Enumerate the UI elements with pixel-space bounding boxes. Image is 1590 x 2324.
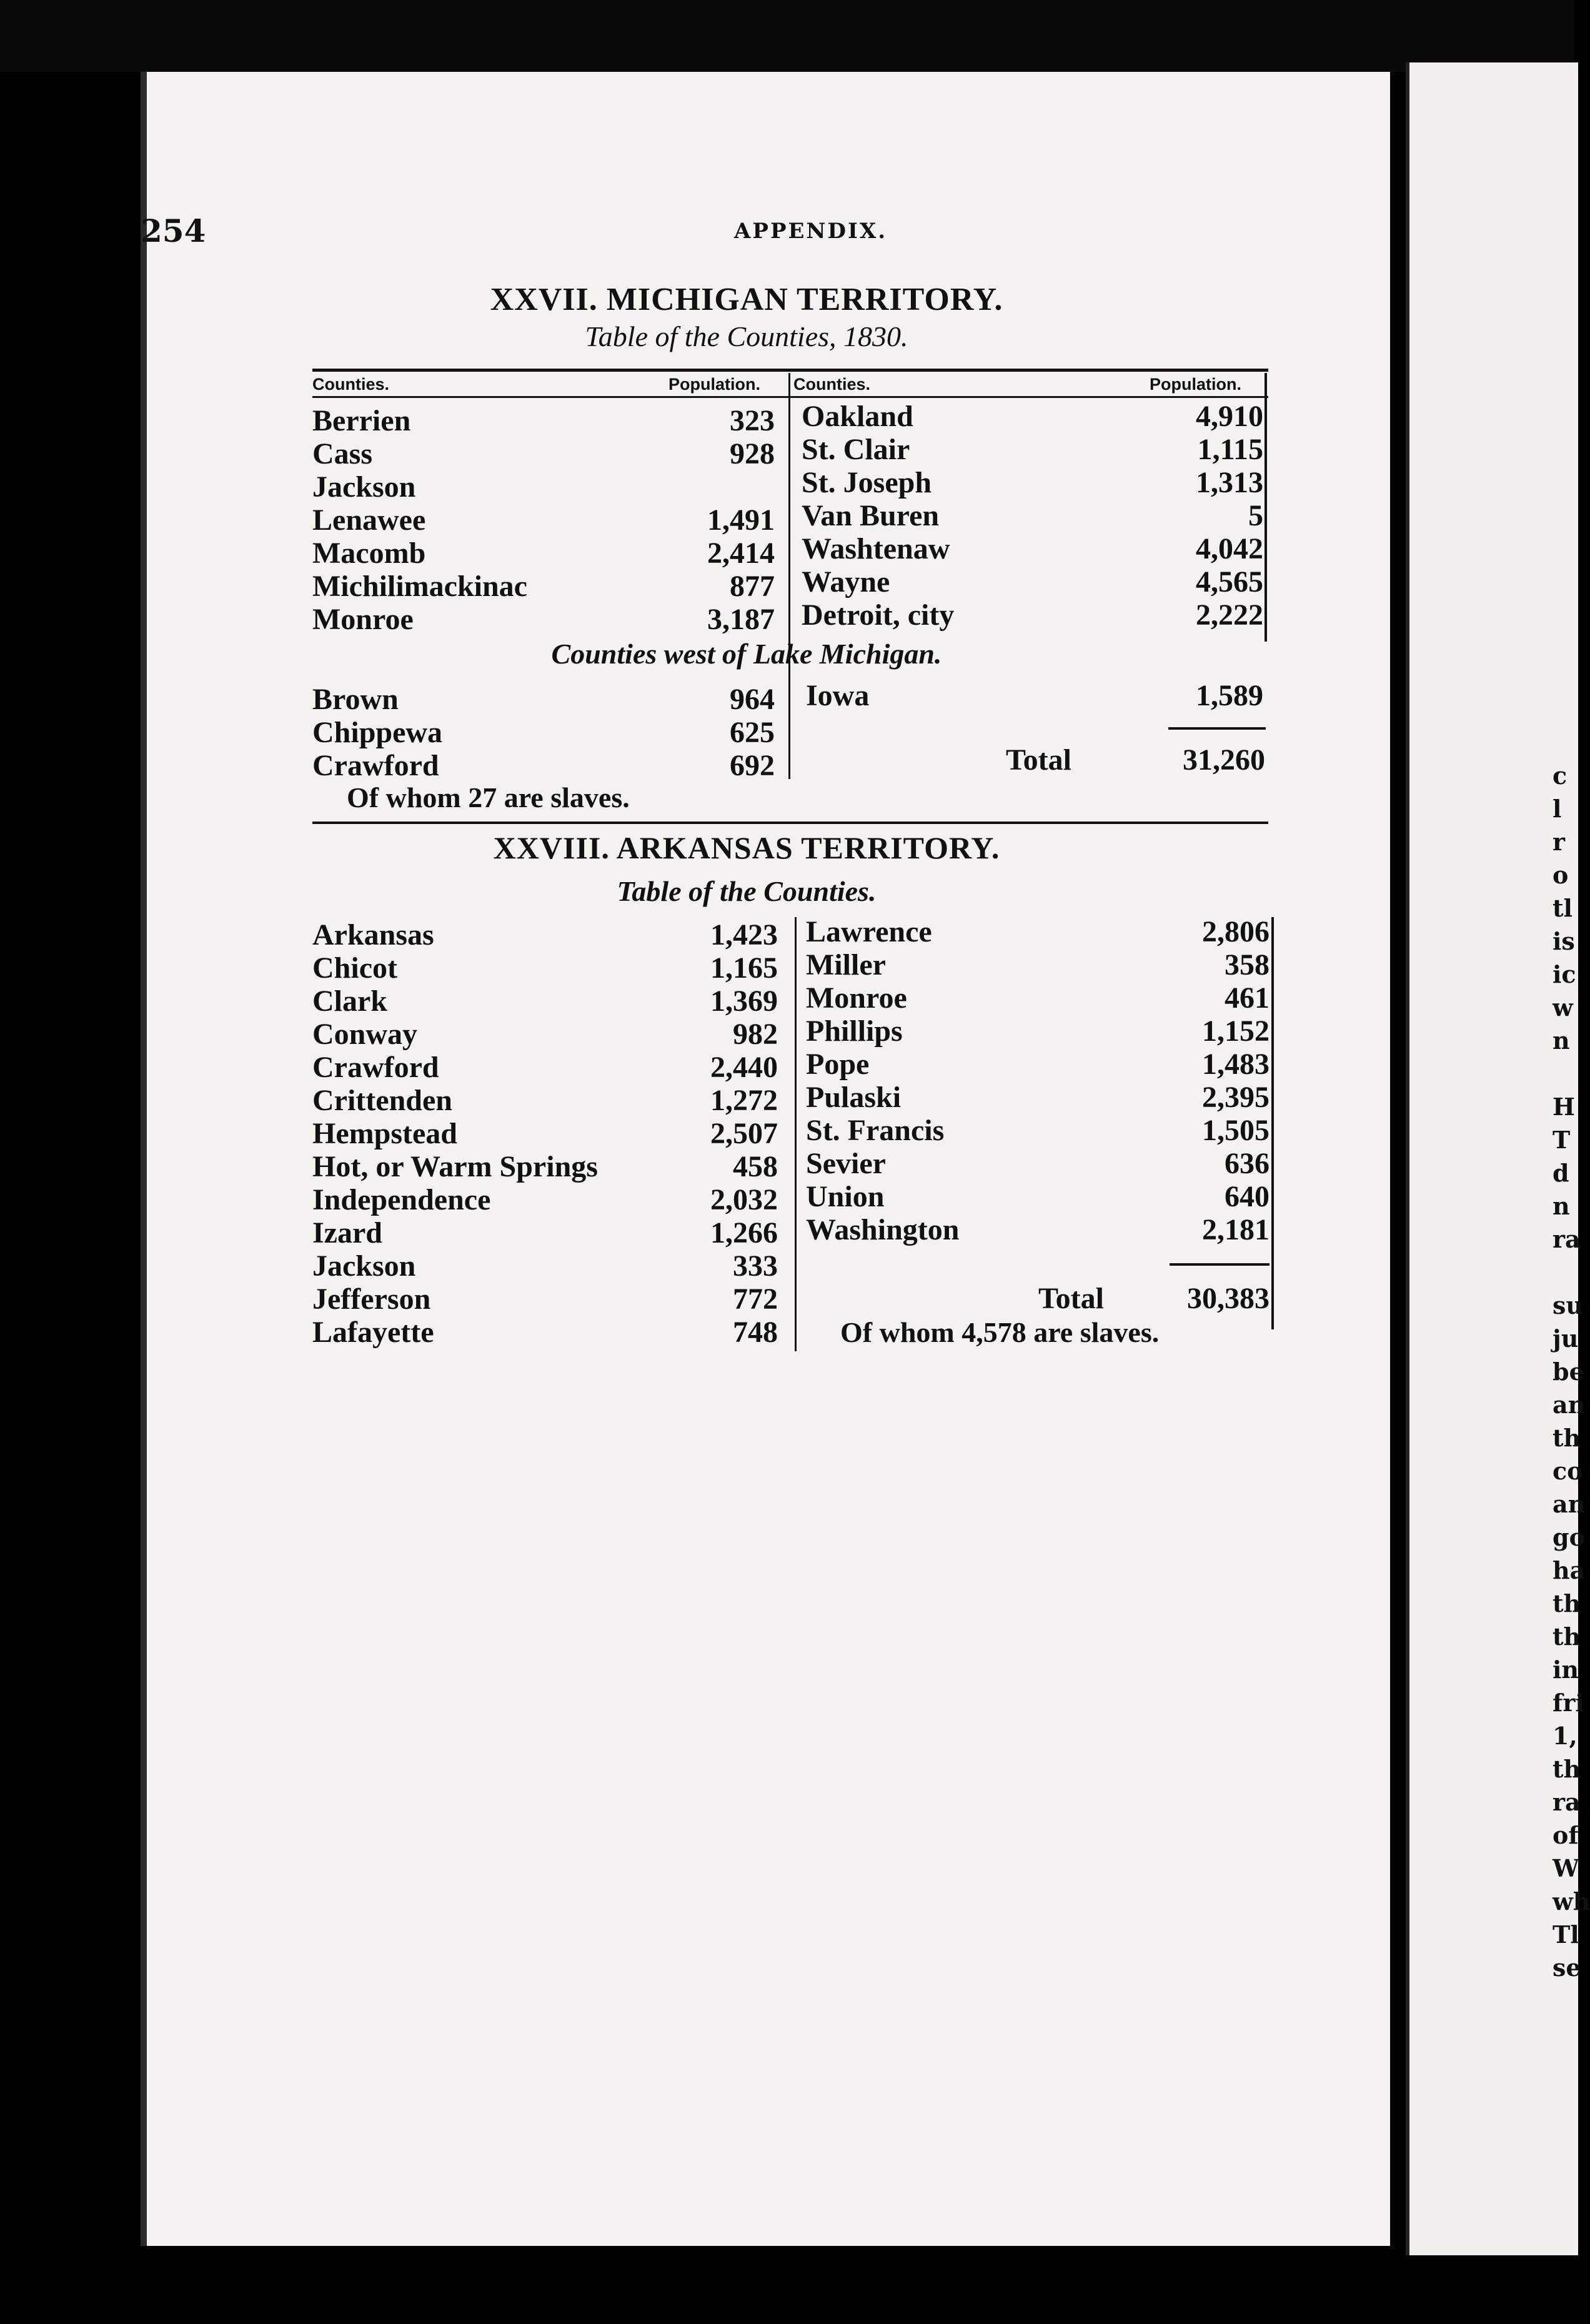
- michigan-left-row-county: Berrien: [312, 404, 411, 437]
- facing-page-fragment: w: [1553, 993, 1573, 1021]
- section-divider-rule: [312, 822, 1268, 824]
- michigan-right-row-population: 4,565: [1196, 565, 1263, 598]
- michigan-west-left-row-population: 692: [730, 749, 775, 782]
- michigan-right-row-population: 4,042: [1196, 532, 1263, 565]
- arkansas-left-row-population: 2,507: [710, 1117, 778, 1150]
- arkansas-left-row-population: 2,440: [710, 1051, 778, 1084]
- michigan-west-right-row-county: Iowa: [806, 679, 870, 712]
- facing-page-fragment: n: [1553, 1192, 1570, 1220]
- michigan-left-row-county: Cass: [312, 437, 373, 470]
- facing-page-fragment: ju: [1553, 1324, 1579, 1353]
- arkansas-subtitle: Table of the Counties.: [617, 875, 877, 907]
- arkansas-right-row-population: 636: [1225, 1147, 1270, 1180]
- michigan-left-row-county: Monroe: [312, 603, 414, 636]
- arkansas-left-row-population: 1,369: [710, 985, 778, 1018]
- arkansas-left-row-county: Clark: [312, 985, 387, 1018]
- arkansas-column-divider: [795, 917, 797, 1351]
- arkansas-left-row-county: Crawford: [312, 1051, 439, 1084]
- facing-page-fragment: c: [1553, 762, 1568, 790]
- arkansas-left-row-county: Crittenden: [312, 1084, 452, 1117]
- arkansas-left-row-county: Arkansas: [312, 918, 434, 951]
- facing-page-fragment: ic: [1553, 960, 1576, 988]
- michigan-right-row-county: Oakland: [802, 400, 913, 433]
- facing-page-fragment: tl: [1553, 894, 1573, 922]
- michigan-right-row-population: 5: [1248, 499, 1263, 532]
- arkansas-right-row-county: Miller: [806, 948, 886, 981]
- michigan-left-row-population: 3,187: [707, 603, 775, 636]
- arkansas-left-row-county: Hempstead: [312, 1117, 457, 1150]
- michigan-col-counties-right: Counties.: [793, 375, 871, 394]
- arkansas-right-row-county: Pope: [806, 1048, 870, 1081]
- arkansas-left-row-population: 982: [733, 1018, 778, 1051]
- facing-page-fragment: th: [1553, 1589, 1581, 1617]
- arkansas-slaves-note: Of whom 4,578 are slaves.: [840, 1316, 1160, 1348]
- michigan-subtitle: Table of the Counties, 1830.: [585, 320, 908, 352]
- michigan-column-divider: [788, 373, 790, 779]
- arkansas-right-row-county: Lawrence: [806, 915, 932, 948]
- facing-page-fragment: ra: [1553, 1788, 1581, 1816]
- arkansas-left-row-county: Independence: [312, 1183, 491, 1216]
- michigan-right-row-county: St. Clair: [802, 433, 910, 466]
- facing-page-fragment: Tl: [1553, 1920, 1579, 1949]
- scan-background: [0, 0, 1574, 72]
- facing-page-text-fragments: [1553, 759, 1590, 1984]
- facing-page-fragment: o: [1553, 861, 1569, 889]
- facing-page-fragment: 1,: [1553, 1722, 1578, 1750]
- facing-page-fragment: th: [1553, 1424, 1581, 1452]
- facing-page-fragment: of: [1553, 1821, 1579, 1849]
- facing-page-fragment: ra: [1553, 1225, 1581, 1253]
- arkansas-left-row-county: Chicot: [312, 951, 397, 985]
- facing-page-fragment: [1553, 1057, 1574, 1090]
- arkansas-left-row-population: 1,165: [710, 951, 778, 985]
- michigan-right-row-county: Washtenaw: [802, 532, 950, 565]
- facing-page-fragment: go: [1553, 1523, 1585, 1551]
- arkansas-right-row-county: Washington: [806, 1213, 960, 1246]
- arkansas-left-row-county: Jackson: [312, 1249, 416, 1283]
- michigan-right-border: [1265, 373, 1267, 642]
- running-head: APPENDIX.: [734, 219, 888, 244]
- michigan-total-rule: [1168, 727, 1266, 730]
- facing-page-fragment: l: [1553, 795, 1562, 823]
- facing-page-fragment: th: [1553, 1755, 1581, 1783]
- arkansas-left-row-population: 748: [733, 1316, 778, 1349]
- michigan-slaves-note: Of whom 27 are slaves.: [347, 782, 630, 813]
- michigan-west-left-row-county: Chippewa: [312, 716, 443, 749]
- facing-page-fragment: r: [1553, 828, 1566, 856]
- arkansas-left-row-population: 772: [733, 1283, 778, 1316]
- arkansas-left-row-county: Conway: [312, 1018, 418, 1051]
- michigan-left-row-population: 2,414: [707, 537, 775, 570]
- arkansas-right-row-population: 2,806: [1202, 915, 1270, 948]
- facing-page-fragment: T: [1553, 1126, 1571, 1154]
- arkansas-left-row-population: 1,266: [710, 1216, 778, 1249]
- arkansas-right-row-county: Union: [806, 1180, 885, 1213]
- arkansas-right-row-county: Phillips: [806, 1015, 903, 1048]
- michigan-col-counties-left: Counties.: [312, 375, 390, 394]
- facing-page-fragment: W: [1553, 1854, 1579, 1882]
- michigan-right-row-county: Wayne: [802, 565, 890, 598]
- michigan-right-row-population: 4,910: [1196, 400, 1263, 433]
- facing-page-fragment: co: [1553, 1457, 1583, 1485]
- arkansas-left-row-population: 1,423: [710, 918, 778, 951]
- facing-page-fragment: [1553, 1256, 1574, 1289]
- michigan-left-row-population: 1,491: [707, 504, 775, 537]
- arkansas-right-row-county: Sevier: [806, 1147, 886, 1180]
- facing-page-fragment: in: [1553, 1656, 1579, 1684]
- michigan-left-row-population: 928: [730, 437, 775, 470]
- arkansas-left-row-county: Hot, or Warm Springs: [312, 1150, 598, 1183]
- arkansas-right-row-population: 1,152: [1202, 1015, 1270, 1048]
- arkansas-total-label: Total: [1038, 1282, 1104, 1315]
- michigan-west-left-row-population: 964: [730, 683, 775, 716]
- michigan-total-value: 31,260: [1183, 743, 1265, 777]
- arkansas-right-border: [1271, 917, 1274, 1329]
- arkansas-left-row-county: Jefferson: [312, 1283, 431, 1316]
- arkansas-left-row-county: Lafayette: [312, 1316, 434, 1349]
- michigan-right-row-population: 2,222: [1196, 598, 1263, 632]
- michigan-col-population-right: Population.: [1150, 375, 1241, 394]
- arkansas-right-row-population: 1,505: [1202, 1114, 1270, 1147]
- page-number: 254: [141, 212, 206, 249]
- arkansas-left-row-population: 2,032: [710, 1183, 778, 1216]
- arkansas-right-row-county: Pulaski: [806, 1081, 902, 1114]
- michigan-right-row-population: 1,115: [1197, 433, 1263, 466]
- arkansas-right-row-county: Monroe: [806, 981, 907, 1015]
- michigan-left-row-population: 877: [730, 570, 775, 603]
- arkansas-title: XXVIII. ARKANSAS TERRITORY.: [493, 830, 1000, 865]
- arkansas-right-row-population: 640: [1225, 1180, 1270, 1213]
- facing-page-fragment: d: [1553, 1159, 1569, 1187]
- arkansas-right-row-population: 2,395: [1202, 1081, 1270, 1114]
- arkansas-left-row-population: 1,272: [710, 1084, 778, 1117]
- facing-page-fragment: se: [1553, 1954, 1581, 1982]
- michigan-west-left-row-county: Crawford: [312, 749, 439, 782]
- michigan-left-row-county: Michilimackinac: [312, 570, 527, 603]
- arkansas-right-row-population: 358: [1225, 948, 1270, 981]
- michigan-left-row-county: Jackson: [312, 470, 416, 504]
- facing-page-fragment: n: [1553, 1026, 1570, 1055]
- michigan-header-rule: [312, 396, 1268, 398]
- arkansas-left-row-county: Izard: [312, 1216, 382, 1249]
- facing-page-fragment: su: [1553, 1291, 1584, 1319]
- arkansas-left-row-population: 458: [733, 1150, 778, 1183]
- michigan-west-right-row-population: 1,589: [1196, 679, 1263, 712]
- facing-page-fragment: be: [1553, 1358, 1584, 1386]
- arkansas-right-row-population: 2,181: [1202, 1213, 1270, 1246]
- facing-page-fragment: th: [1553, 1622, 1581, 1651]
- michigan-west-left-row-population: 625: [730, 716, 775, 749]
- facing-page-fragment: an: [1553, 1490, 1586, 1518]
- facing-page-fragment: fri: [1553, 1689, 1584, 1717]
- michigan-right-row-county: St. Joseph: [802, 466, 932, 499]
- michigan-west-heading: Counties west of Lake Michigan.: [551, 638, 942, 670]
- arkansas-right-row-population: 1,483: [1202, 1048, 1270, 1081]
- arkansas-left-row-population: 333: [733, 1249, 778, 1283]
- facing-page-fragment: wh: [1553, 1887, 1590, 1915]
- michigan-right-row-population: 1,313: [1196, 466, 1263, 499]
- michigan-west-left-row-county: Brown: [312, 683, 399, 716]
- michigan-left-row-population: 323: [730, 404, 775, 437]
- facing-page-fragment: is: [1553, 927, 1575, 955]
- michigan-top-rule: [312, 369, 1268, 372]
- michigan-left-row-county: Lenawee: [312, 504, 426, 537]
- arkansas-total-value: 30,383: [1187, 1282, 1270, 1315]
- arkansas-total-rule: [1170, 1263, 1270, 1266]
- arkansas-right-row-county: St. Francis: [806, 1114, 945, 1147]
- michigan-right-row-county: Van Buren: [802, 499, 940, 532]
- michigan-total-label: Total: [1006, 743, 1071, 777]
- facing-page-fragment: H: [1553, 1093, 1575, 1121]
- facing-page-fragment: ha: [1553, 1556, 1586, 1584]
- michigan-left-row-county: Macomb: [312, 537, 426, 570]
- facing-page-fragment: an: [1553, 1391, 1586, 1419]
- arkansas-right-row-population: 461: [1225, 981, 1270, 1015]
- michigan-right-row-county: Detroit, city: [802, 598, 955, 632]
- michigan-title: XXVII. MICHIGAN TERRITORY.: [490, 282, 1003, 317]
- michigan-col-population-left: Population.: [668, 375, 760, 394]
